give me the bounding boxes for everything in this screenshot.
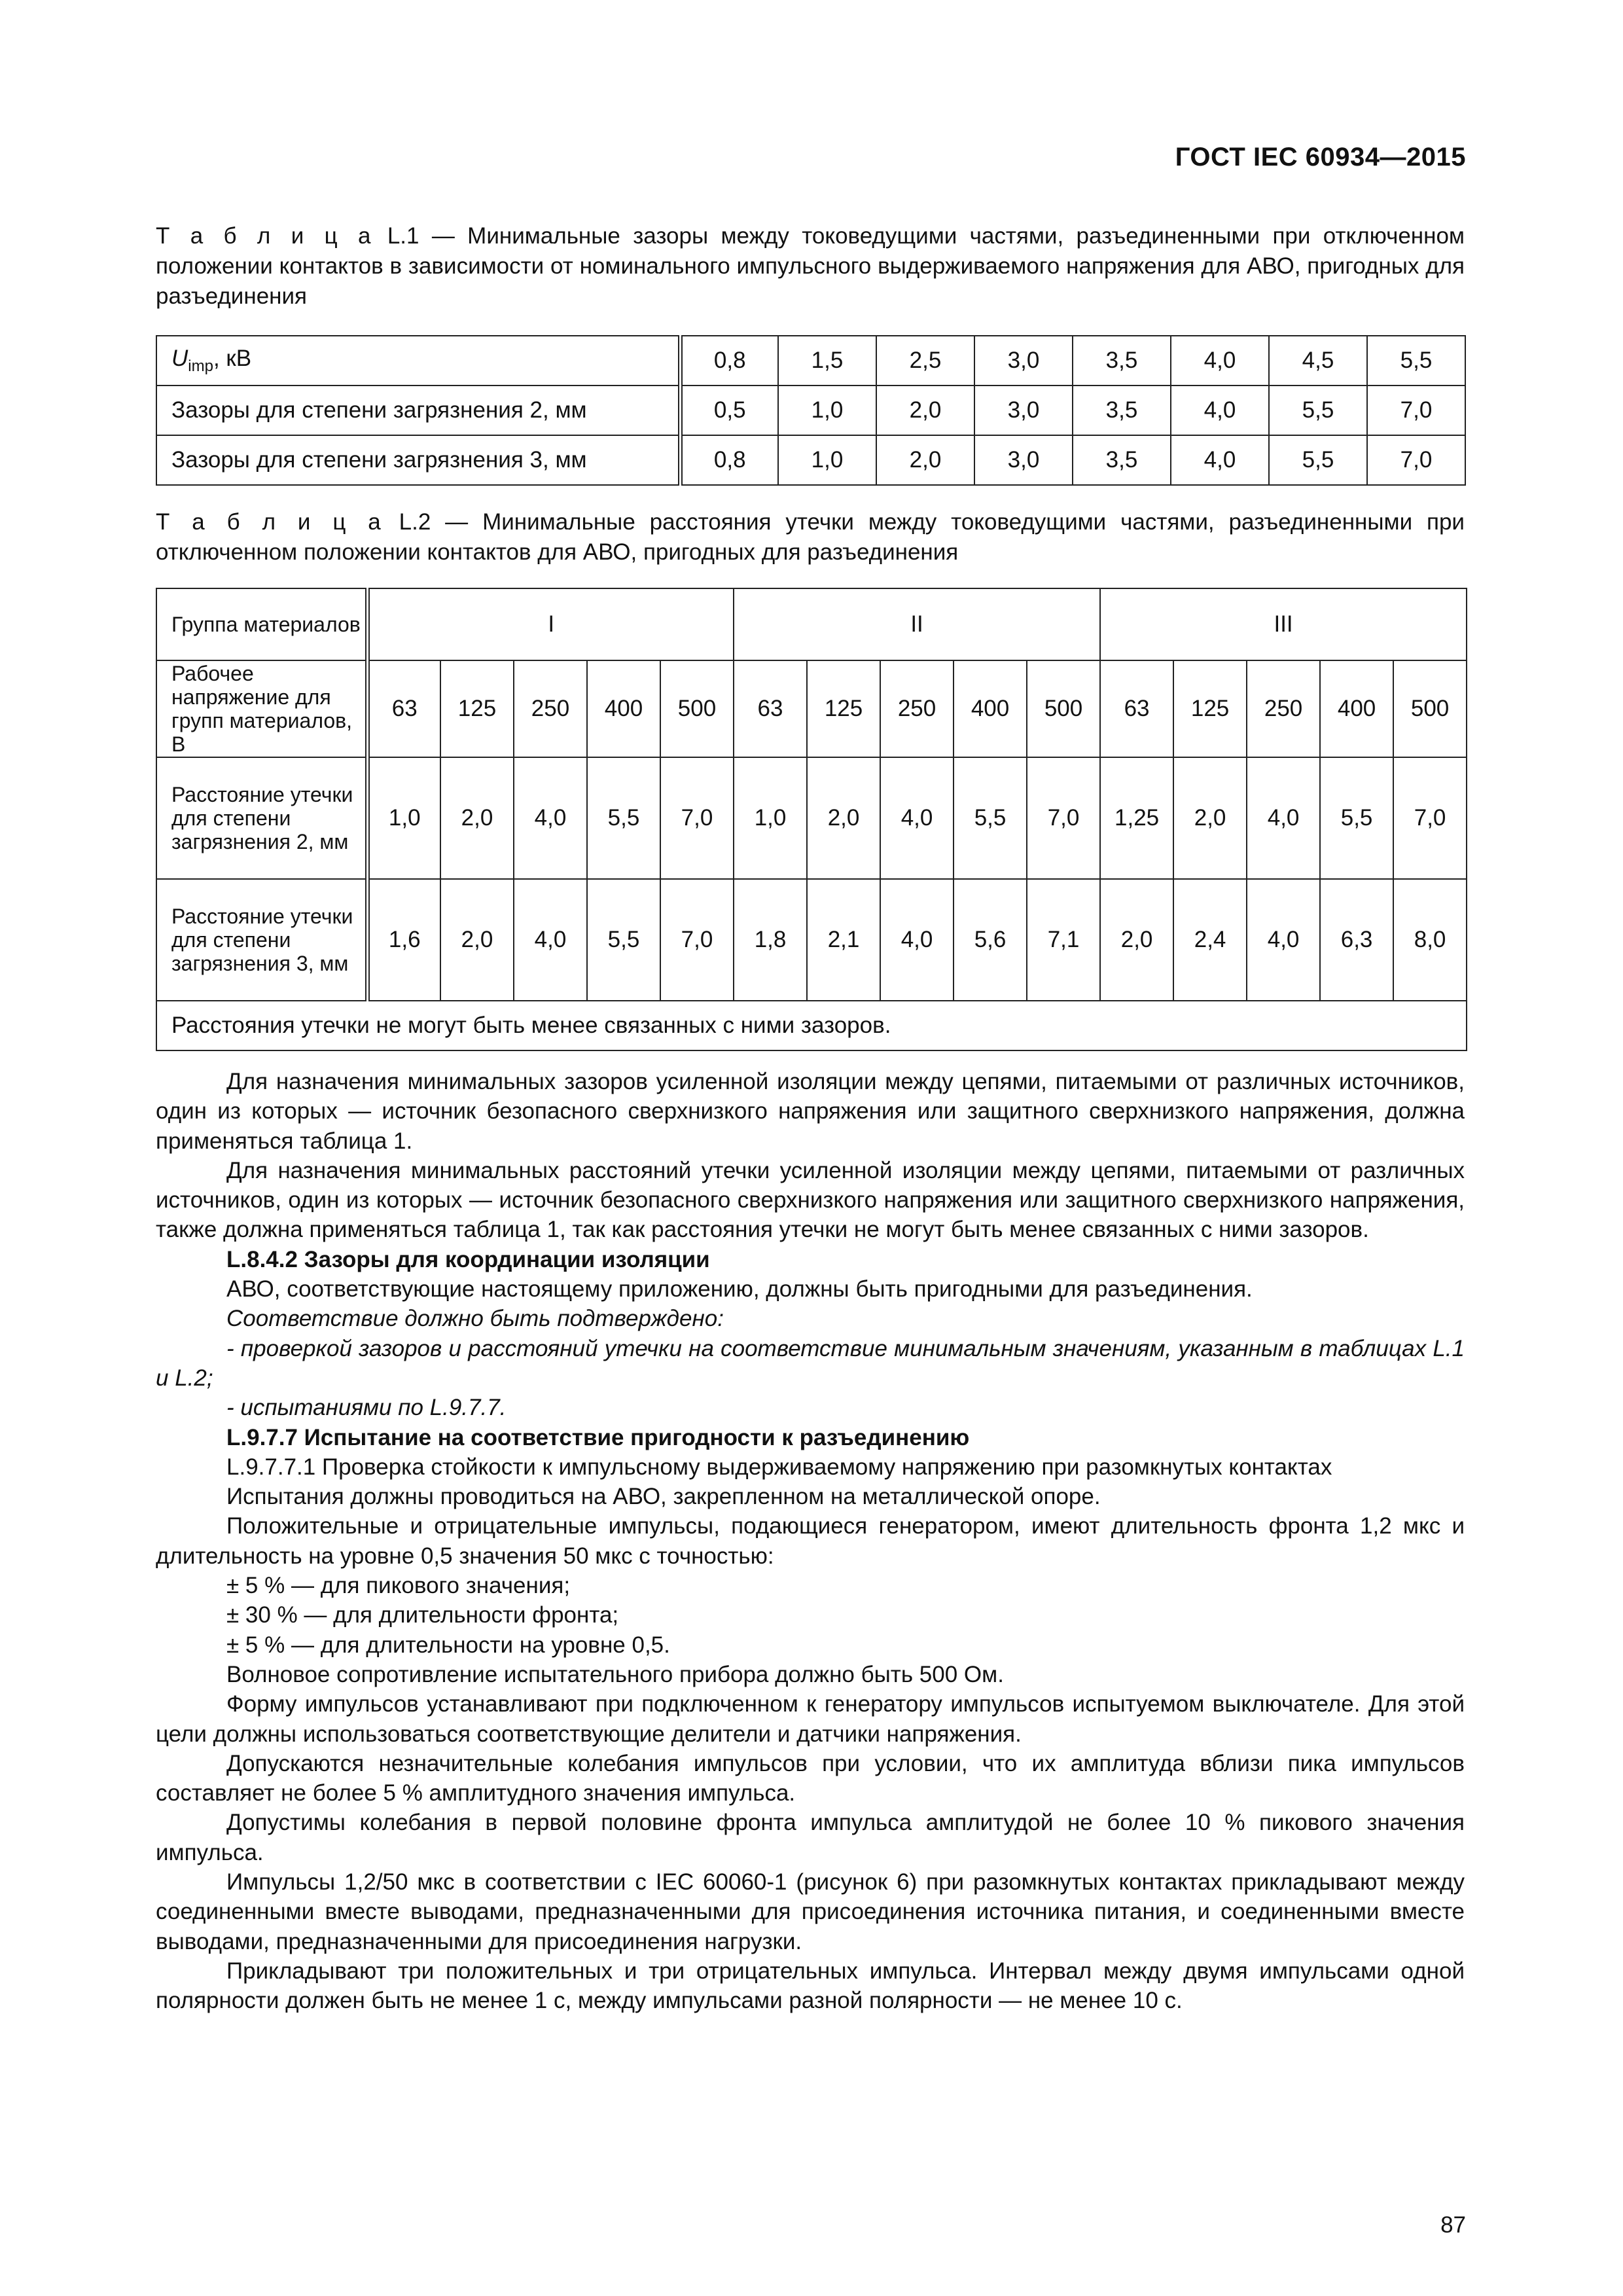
compliance-statement: Соответствие должно быть подтверждено: <box>226 1306 724 1332</box>
table-l2-voltage: 63 <box>367 660 440 757</box>
paragraph: Прикладывают три положительных и три отрицательных импульса. Интервал между двумя импульсами одной полярности должен быть не менее 1 с, между импульсами разной полярности — не менее 10 с. <box>156 1958 1465 2014</box>
table-l1-voltage: 2,5 <box>876 336 974 386</box>
table-cell: 3,0 <box>974 386 1073 435</box>
table-l2-voltage: 125 <box>1173 660 1247 757</box>
table-l2-voltage: 250 <box>1247 660 1320 757</box>
paragraph: Для назначения минимальных зазоров усиленной изоляции между цепями, питаемыми от различных источников, один из которых — источник безопасного сверхнизкого напряжения или защитного сверхнизкого напряжения, должна применяться таблица 1. <box>156 1069 1465 1154</box>
table-cell: 5,5 <box>587 757 660 879</box>
table-row <box>156 386 1465 435</box>
table-l1-caption <box>156 221 1465 312</box>
table-cell: 4,0 <box>880 757 954 879</box>
table-row-label: Зазоры для степени загрязнения 2, мм <box>156 386 680 435</box>
table-l1-voltage: 0,8 <box>680 336 778 386</box>
table-l2-voltage-row <box>156 660 1467 757</box>
tolerance-item: ± 5 % — для длительности на уровне 0,5. <box>226 1632 670 1658</box>
table-l1 <box>156 335 1466 486</box>
table-cell: 7,1 <box>1027 879 1100 1001</box>
tolerance-item: ± 5 % — для пикового значения; <box>226 1573 571 1599</box>
table-cell: 5,5 <box>954 757 1027 879</box>
section-heading-l977: L.9.7.7 Испытание на соответствие пригодности к разъединению <box>226 1424 970 1450</box>
table-l2-voltage: 63 <box>1100 660 1173 757</box>
table-cell: 4,0 <box>1247 757 1320 879</box>
table-cell: 1,6 <box>367 879 440 1001</box>
table-cell: 7,0 <box>1367 386 1465 435</box>
compliance-item: - испытаниями по L.9.7.7. <box>226 1395 507 1421</box>
table-cell: 2,0 <box>876 386 974 435</box>
table-l2-voltage: 250 <box>514 660 587 757</box>
table-cell: 1,0 <box>367 757 440 879</box>
table-cell: 4,0 <box>880 879 954 1001</box>
table-cell: 0,8 <box>680 435 778 485</box>
table-cell: 4,0 <box>1171 435 1269 485</box>
table-l2-voltage: 125 <box>440 660 514 757</box>
table-cell: 4,0 <box>514 879 587 1001</box>
table-l1-voltage: 5,5 <box>1367 336 1465 386</box>
document-header: ГОСТ IEC 60934—2015 <box>1175 143 1466 171</box>
table-l2-group-row <box>156 588 1467 660</box>
table-cell: 7,0 <box>1027 757 1100 879</box>
section-heading-l842: L.8.4.2 Зазоры для координации изоляции <box>226 1246 710 1272</box>
table-l2-caption <box>156 507 1465 567</box>
table-row <box>156 435 1465 485</box>
table-cell: 2,0 <box>440 757 514 879</box>
table-cell: 2,1 <box>807 879 880 1001</box>
table-cell: 2,0 <box>1173 757 1247 879</box>
table-l1-header-cell <box>156 336 680 386</box>
table-cell: 2,0 <box>876 435 974 485</box>
table-l2-voltage: 250 <box>880 660 954 757</box>
subsection-heading-l9771: L.9.7.7.1 Проверка стойкости к импульсному выдерживаемому напряжению при разомкнутых контактах <box>226 1454 1332 1480</box>
table-cell: 0,5 <box>680 386 778 435</box>
table-row-label: Зазоры для степени загрязнения 3, мм <box>156 435 680 485</box>
table-cell: 1,25 <box>1100 757 1173 879</box>
material-group-iii: III <box>1100 588 1467 660</box>
table-cell: 2,4 <box>1173 879 1247 1001</box>
table-cell: 1,0 <box>778 435 876 485</box>
table-l2-voltage: 63 <box>734 660 807 757</box>
table-l2-voltage: 400 <box>1320 660 1393 757</box>
table-l2-voltage: 400 <box>587 660 660 757</box>
compliance-item: - проверкой зазоров и расстояний утечки на соответствие минимальным значениям, указанным в таблицах L.1 и L.2; <box>156 1335 1465 1391</box>
paragraph: Импульсы 1,2/50 мкс в соответствии с IEC 60060-1 (рисунок 6) при разомкнутых контактах прикладывают между соединенными вместе выводами, предназначенными для присоединения источника питания, и соединенными вместе выводами, предназначенными для присоединения нагрузки. <box>156 1869 1465 1954</box>
table-l1-header-row <box>156 336 1465 386</box>
table-l1-caption-text: L.1 — Минимальные зазоры между токоведущими частями, разъединенными при отключенном положении контактов в зависимости от номинального импульсного выдерживаемого напряжения для АВО, пригодных для разъединения <box>156 223 1465 309</box>
table-cell: 4,0 <box>514 757 587 879</box>
table-row-label: Расстояние утечки для степени загрязнения 2, мм <box>156 757 367 879</box>
paragraph: Волновое сопротивление испытательного прибора должно быть 500 Ом. <box>226 1661 1004 1687</box>
table-l1-voltage: 3,0 <box>974 336 1073 386</box>
material-group-i: I <box>367 588 734 660</box>
paragraph: Допустимы колебания в первой половине фронта импульса амплитудой не более 10 % пикового значения импульса. <box>156 1810 1465 1865</box>
table-l1-voltage: 1,5 <box>778 336 876 386</box>
table-cell: 8,0 <box>1393 879 1467 1001</box>
uimp-symbol: U <box>171 346 188 371</box>
body-text <box>156 1067 1465 2016</box>
table-l1-voltage: 4,5 <box>1269 336 1367 386</box>
paragraph: Допускаются незначительные колебания импульсов при условии, что их амплитуда вблизи пика импульсов составляет не более 5 % амплитудного значения импульса. <box>156 1750 1465 1806</box>
table-cell: 5,5 <box>1269 435 1367 485</box>
uimp-subscript: imp <box>188 357 213 375</box>
table-l1-voltage: 4,0 <box>1171 336 1269 386</box>
table-cell: 7,0 <box>1367 435 1465 485</box>
table-l1-voltage: 3,5 <box>1073 336 1171 386</box>
table-l2-footnote: Расстояния утечки не могут быть менее связанных с ними зазоров. <box>156 1001 1467 1050</box>
table-cell: 3,5 <box>1073 435 1171 485</box>
paragraph: Форму импульсов устанавливают при подключенном к генератору импульсов испытуемом выключателе. Для этой цели должны использоваться соответствующие делители и датчики напряжения. <box>156 1691 1465 1747</box>
table-cell: 2,0 <box>440 879 514 1001</box>
table-cell: 2,0 <box>1100 879 1173 1001</box>
material-group-ii: II <box>734 588 1100 660</box>
table-cell: 3,5 <box>1073 386 1171 435</box>
table-l2-voltage: 500 <box>660 660 734 757</box>
table-row <box>156 757 1467 879</box>
paragraph: Для назначения минимальных расстояний утечки усиленной изоляции между цепями, питаемыми от различных источников, один из которых — источник безопасного сверхнизкого напряжения или защитного сверхнизкого напряжения, также должна применяться таблица 1, так как расстояния утечки не могут быть менее связанных с ними зазоров. <box>156 1157 1465 1243</box>
table-row <box>156 879 1467 1001</box>
table-cell: 2,0 <box>807 757 880 879</box>
table-cell: 5,5 <box>1320 757 1393 879</box>
table-l2-voltage: 500 <box>1393 660 1467 757</box>
table-l2-voltage: 400 <box>954 660 1027 757</box>
table-cell: 4,0 <box>1171 386 1269 435</box>
table-l2-label: Т а б л и ц а <box>156 509 385 535</box>
table-cell: 7,0 <box>1393 757 1467 879</box>
table-cell: 7,0 <box>660 879 734 1001</box>
table-l1-label: Т а б л и ц а <box>156 223 375 249</box>
paragraph: Положительные и отрицательные импульсы, подающиеся генератором, имеют длительность фронта 1,2 мкс и длительность на уровне 0,5 значения 50 мкс с точностью: <box>156 1513 1465 1569</box>
table-cell: 5,6 <box>954 879 1027 1001</box>
table-row-label: Расстояние утечки для степени загрязнения 3, мм <box>156 879 367 1001</box>
table-cell: 3,0 <box>974 435 1073 485</box>
table-cell: 6,3 <box>1320 879 1393 1001</box>
table-l2-group-header: Группа материалов <box>156 588 367 660</box>
table-cell: 5,5 <box>1269 386 1367 435</box>
paragraph: АВО, соответствующие настоящему приложению, должны быть пригодными для разъединения. <box>226 1276 1253 1302</box>
table-cell: 1,8 <box>734 879 807 1001</box>
uimp-unit: , кВ <box>213 346 252 371</box>
table-l2-voltage-header: Рабочее напряжение для групп материалов, В <box>156 660 367 757</box>
table-cell: 1,0 <box>778 386 876 435</box>
paragraph: Испытания должны проводиться на АВО, закрепленном на металлической опоре. <box>226 1484 1101 1510</box>
table-l2-caption-text: L.2 — Минимальные расстояния утечки между токоведущими частями, разъединенными при отключенном положении контактов для АВО, пригодных для разъединения <box>156 509 1465 565</box>
table-l2-voltage: 125 <box>807 660 880 757</box>
table-cell: 7,0 <box>660 757 734 879</box>
table-l2-voltage: 500 <box>1027 660 1100 757</box>
table-cell: 5,5 <box>587 879 660 1001</box>
table-cell: 1,0 <box>734 757 807 879</box>
table-cell: 4,0 <box>1247 879 1320 1001</box>
tolerance-item: ± 30 % — для длительности фронта; <box>226 1602 619 1628</box>
table-l2 <box>156 588 1467 1051</box>
table-l2-footnote-row <box>156 1001 1467 1050</box>
page-number: 87 <box>1440 2212 1466 2238</box>
